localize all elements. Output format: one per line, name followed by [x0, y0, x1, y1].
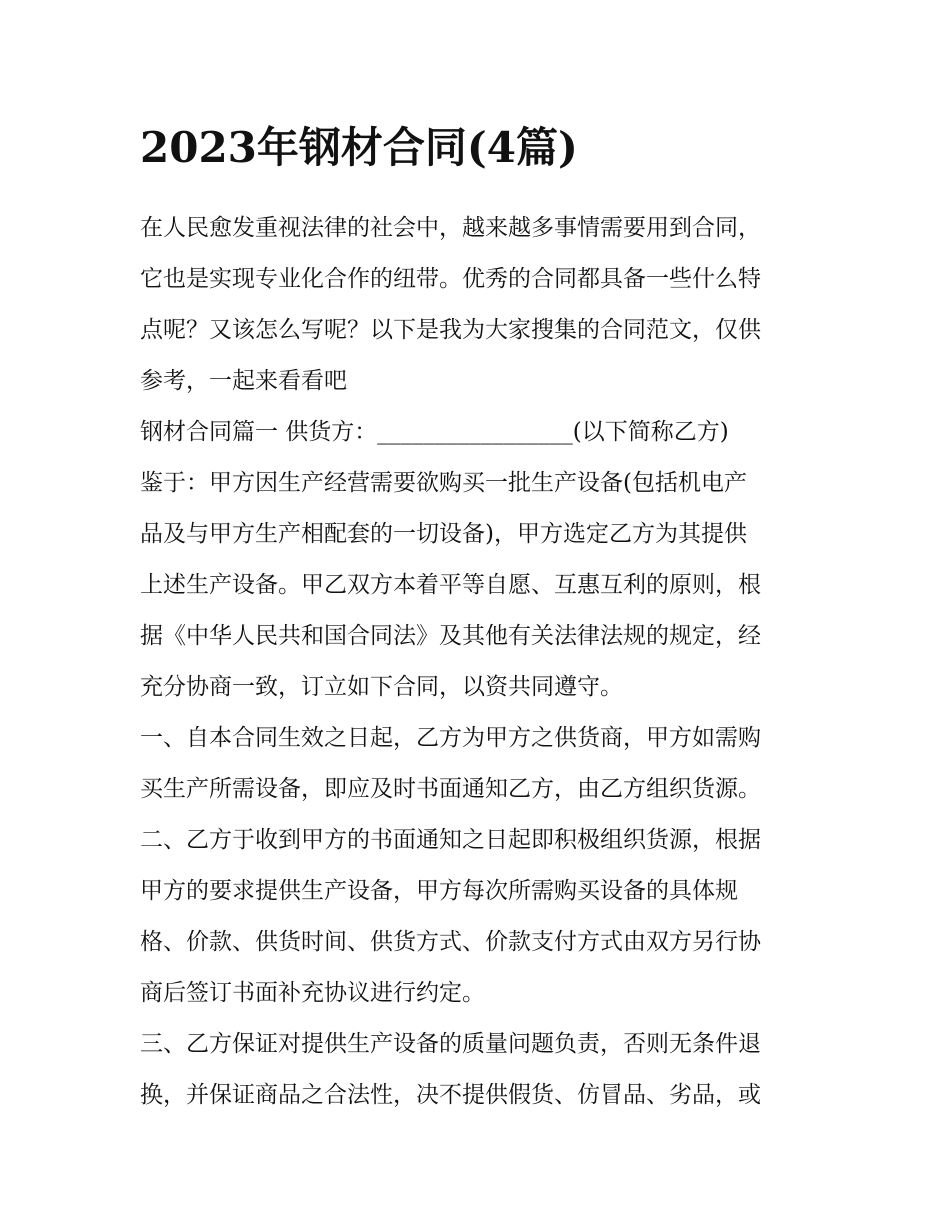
body-line: 它也是实现专业化合作的纽带。优秀的合同都具备一些什么特: [140, 266, 761, 292]
body-line: 买生产所需设备，即应及时书面通知乙方，由乙方组织货源。: [140, 776, 761, 802]
body-line: 格、价款、供货时间、供货方式、价款支付方式由双方另行协: [140, 929, 761, 955]
body-line: 商后签订书面补充协议进行约定。: [140, 980, 485, 1006]
body-line: 上述生产设备。甲乙双方本着平等自愿、互惠互利的原则，根: [140, 572, 761, 598]
body-line: 二、乙方于收到甲方的书面通知之日起即积极组织货源，根据: [140, 827, 761, 853]
body-line: 钢材合同篇一 供货方：_________________(以下简称乙方): [140, 419, 729, 445]
body-line: 充分协商一致，订立如下合同，以资共同遵守。: [140, 674, 623, 700]
body-line: 鉴于：甲方因生产经营需要欲购买一批生产设备(包括机电产: [140, 470, 747, 496]
body-line: 品及与甲方生产相配套的一切设备)，甲方选定乙方为其提供: [140, 521, 747, 547]
body-line: 三、乙方保证对提供生产设备的质量问题负责，否则无条件退: [140, 1031, 761, 1057]
body-line: 一、自本合同生效之日起，乙方为甲方之供货商，甲方如需购: [140, 725, 761, 751]
body-line: 据《中华人民共和国合同法》及其他有关法律法规的规定，经: [140, 623, 761, 649]
document-title: 2023年钢材合同(4篇): [140, 123, 578, 172]
body-line: 换，并保证商品之合法性，决不提供假货、仿冒品、劣品，或: [140, 1082, 761, 1108]
body-line: 点呢？又该怎么写呢？以下是我为大家搜集的合同范文，仅供: [140, 317, 761, 343]
body-line: 参考，一起来看看吧: [140, 368, 347, 394]
document-body: [140, 203, 830, 1121]
body-line: 在人民愈发重视法律的社会中，越来越多事情需要用到合同，: [140, 215, 761, 241]
body-line: 甲方的要求提供生产设备，甲方每次所需购买设备的具体规: [140, 878, 738, 904]
